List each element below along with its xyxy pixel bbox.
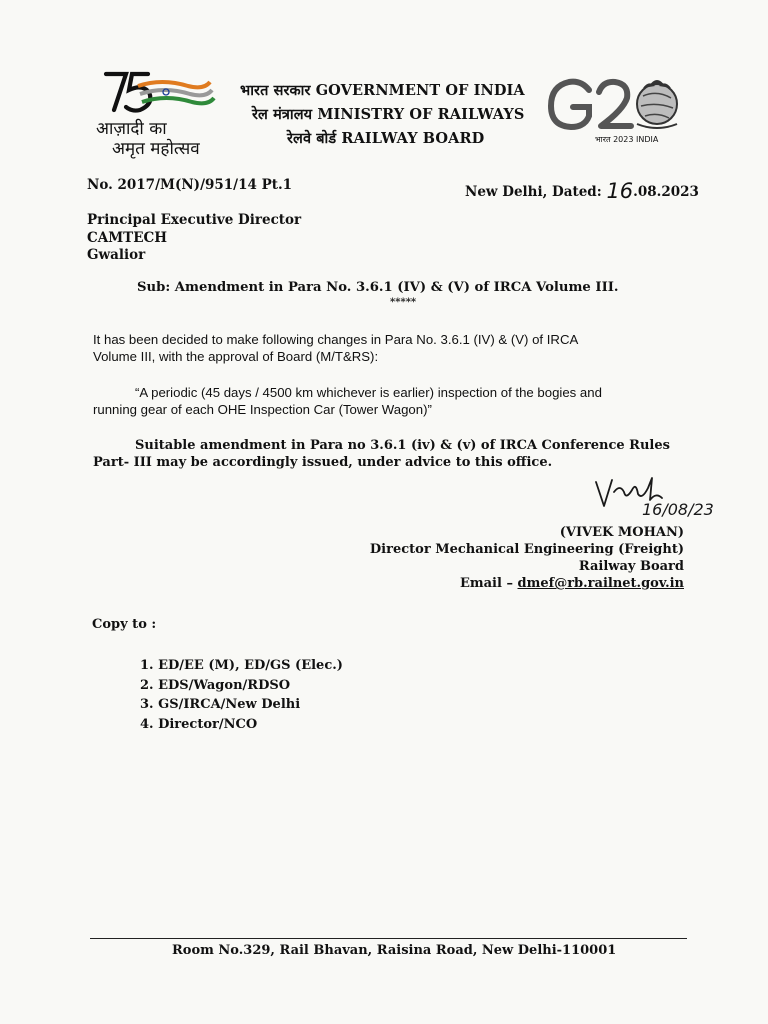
email-link[interactable]: dmef@rb.railnet.gov.in (517, 576, 684, 591)
para3-line1: Suitable amendment in Para no 3.6.1 (iv) & (v) of IRCA Conference Rules (135, 438, 670, 453)
header-line-board (287, 128, 484, 148)
header-government-hindi: भारत सरकार (240, 83, 311, 99)
date-label: New Delhi, Dated: (465, 184, 602, 200)
header-government-english: GOVERNMENT OF INDIA (315, 82, 525, 99)
para1-line2: Volume III, with the approval of Board (M/T&RS): (93, 349, 379, 364)
addressee-line1: Principal Executive Director (87, 212, 302, 228)
addressee-line2: CAMTECH (87, 230, 167, 246)
list-item: 2. EDS/Wagon/RDSO (140, 677, 291, 693)
footer-address: Room No.329, Rail Bhavan, Raisina Road, New Delhi-110001 (172, 943, 617, 958)
handwritten-signature (590, 470, 720, 530)
date-printed-rest: .08.2023 (633, 184, 699, 200)
header-line-ministry (252, 104, 524, 124)
g20-logo-graphic-icon (545, 76, 685, 134)
reference-number: No. 2017/M(N)/951/14 Pt.1 (87, 177, 293, 193)
subject-stars: ***** (390, 297, 417, 308)
footer-divider (90, 938, 687, 939)
list-item: 4. Director/NCO (140, 716, 258, 732)
signatory-office: Railway Board (578, 559, 684, 574)
azadi-logo-graphic-icon (92, 70, 232, 118)
g20-caption-hindi: भारत (595, 135, 611, 144)
quote-line1: “A periodic (45 days / 4500 km whichever is earlier) inspection of the bogies and (135, 385, 602, 400)
signatory-designation: Director Mechanical Engineering (Freight) (369, 542, 684, 557)
azadi-logo-hindi-line1: आज़ादी का (96, 119, 167, 139)
header-board-hindi: रेलवे बोर्ड (287, 131, 337, 147)
email-label: Email – (459, 576, 513, 591)
signature-handwritten-date: 16/08/23 (642, 500, 714, 519)
list-item: 1. ED/EE (M), ED/GS (Elec.) (140, 658, 343, 673)
subject-line: Sub: Amendment in Para No. 3.6.1 (IV) & (V) of IRCA Volume III. (137, 280, 619, 295)
reference-date (465, 177, 699, 201)
g20-caption-year: 2023 (613, 135, 634, 144)
addressee-line3: Gwalior (87, 247, 146, 263)
azadi-logo-hindi-line2: अमृत महोत्सव (112, 139, 200, 159)
g20-caption-english: INDIA (635, 135, 659, 144)
copy-to-label: Copy to : (92, 617, 157, 632)
date-handwritten-day: 16 (606, 179, 634, 203)
quote-line2: running gear of each OHE Inspection Car (Tower Wagon)” (93, 402, 432, 417)
para1-line1: It has been decided to make following changes in Para No. 3.6.1 (IV) & (V) of IRCA (93, 332, 579, 347)
g20-india-logo (545, 76, 685, 156)
header-ministry-hindi: रेल मंत्रालय (252, 107, 313, 123)
signatory-email-line (460, 576, 684, 591)
header-board-english: RAILWAY BOARD (341, 130, 485, 147)
azadi-ka-amrit-mahotsav-logo (92, 70, 232, 160)
list-item: 3. GS/IRCA/New Delhi (140, 697, 301, 712)
copy-to-list (140, 656, 343, 734)
header-ministry-english: MINISTRY OF RAILWAYS (317, 106, 525, 123)
signatory-name: (VIVEK MOHAN) (559, 525, 684, 540)
header-line-government (240, 80, 525, 100)
g20-logo-caption (595, 134, 658, 145)
para3-line2: Part- III may be accordingly issued, under advice to this office. (93, 455, 553, 470)
